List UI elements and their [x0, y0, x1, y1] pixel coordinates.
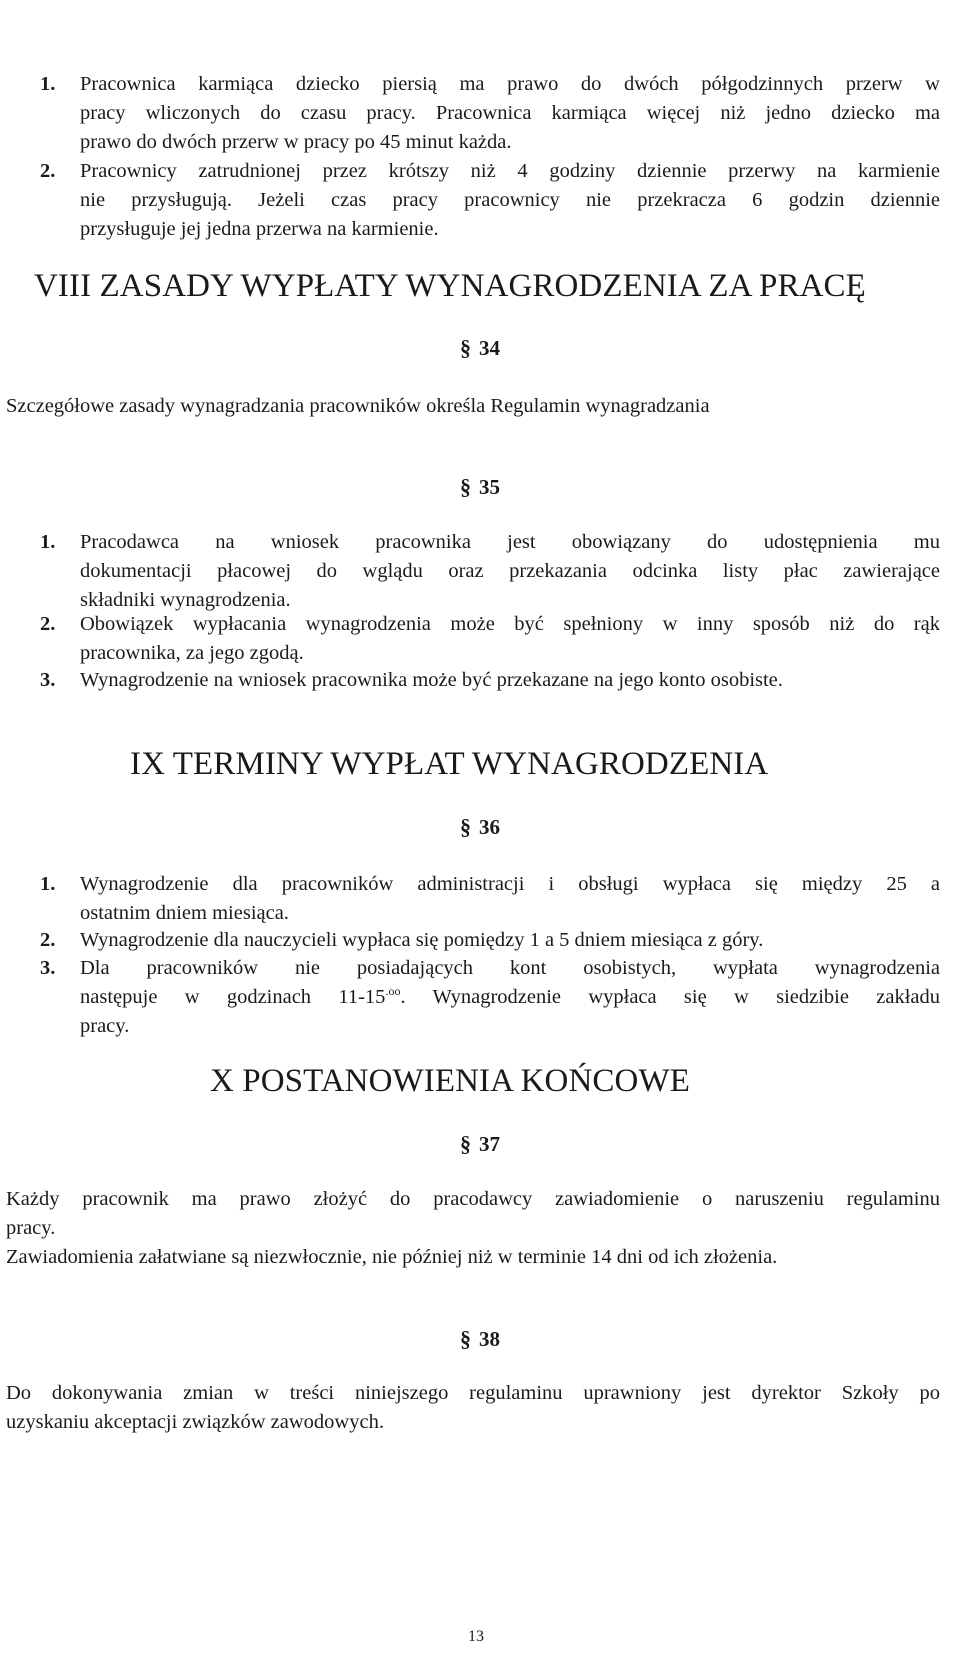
text-line: Pracodawca na wniosek pracownika jest obowiązany do udostępnienia mu	[80, 531, 940, 553]
text-line	[80, 983, 940, 1012]
text-line: pracy.	[6, 1217, 56, 1239]
section-symbol: §	[460, 335, 471, 360]
text-line: nie przysługują. Jeżeli czas pracy pracownicy nie przekracza 6 godzin dziennie	[80, 189, 940, 211]
list-item	[40, 666, 940, 695]
text-line: dokumentacji płacowej do wglądu oraz przekazania odcinka listy płac zawierające	[80, 560, 940, 582]
text-line: pracy wliczonych do czasu pracy. Pracownica karmiąca więcej niż jedno dziecko ma	[80, 102, 940, 124]
text-line: Wynagrodzenie dla pracowników administracji i obsługi wypłaca się między 25 a	[80, 873, 940, 895]
text-line: ostatnim dniem miesiąca.	[80, 902, 289, 924]
item-number: 2.	[40, 929, 56, 951]
section-heading: X POSTANOWIENIA KOŃCOWE	[210, 1063, 690, 1099]
text-line: Pracownica karmiąca dziecko piersią ma prawo do dwóch półgodzinnych przerw w	[80, 73, 940, 95]
text-line: składniki wynagrodzenia.	[80, 589, 291, 611]
section-symbol: §	[460, 1131, 471, 1156]
text-fragment: następuje w godzinach 11-15	[80, 986, 386, 1008]
text-fragment: . Wynagrodzenie wypłaca się w siedzibie zakładu	[400, 986, 940, 1008]
section-number: 37	[479, 1132, 500, 1156]
text-line: Każdy pracownik ma prawo złożyć do pracodawcy zawiadomienie o naruszeniu regulaminu	[6, 1188, 940, 1210]
text-line: Szczegółowe zasady wynagradzania pracowników określa Regulamin wynagradzania	[6, 395, 710, 417]
text-line: Wynagrodzenie na wniosek pracownika może być przekazane na jego konto osobiste.	[80, 669, 783, 691]
text-line: Zawiadomienia załatwiane są niezwłocznie, nie później niż w terminie 14 dni od ich złożenia.	[6, 1246, 778, 1268]
list-item	[40, 528, 940, 615]
item-number: 3.	[40, 669, 56, 691]
text-line: Pracownicy zatrudnionej przez krótszy niż 4 godziny dziennie przerwy na karmienie	[80, 160, 940, 182]
list-item	[40, 954, 940, 1041]
section-symbol: §	[460, 814, 471, 839]
section-number: 34	[479, 336, 500, 360]
section-symbol: §	[460, 1326, 471, 1351]
text-line: przysługuje jej jedna przerwa na karmienie.	[80, 218, 439, 240]
section-number: 35	[479, 475, 500, 499]
text-line: pracy.	[80, 1015, 130, 1037]
section-heading: IX TERMINY WYPŁAT WYNAGRODZENIA	[130, 746, 769, 782]
text-line: Obowiązek wypłacania wynagrodzenia może być spełniony w inny sposób niż do rąk	[80, 613, 940, 635]
text-line: Wynagrodzenie dla nauczycieli wypłaca się pomiędzy 1 a 5 dniem miesiąca z góry.	[80, 929, 764, 951]
paragraph-number	[460, 1326, 500, 1352]
text-line: Dla pracowników nie posiadających kont osobistych, wypłata wynagrodzenia	[80, 957, 940, 979]
item-number: 3.	[40, 957, 56, 979]
paragraph-number	[460, 335, 500, 361]
paragraph-text	[6, 1379, 940, 1437]
list-item	[40, 610, 940, 668]
text-line: prawo do dwóch przerw w pracy po 45 minut każda.	[80, 131, 512, 153]
section-number: 38	[479, 1327, 500, 1351]
list-item	[40, 870, 940, 928]
list-item	[40, 926, 940, 955]
text-line: Do dokonywania zmian w treści niniejszego regulaminu uprawniony jest dyrektor Szkoły po	[6, 1382, 940, 1404]
paragraph-text	[6, 392, 940, 421]
item-number: 1.	[40, 73, 56, 95]
section-number: 36	[479, 815, 500, 839]
paragraph-number	[460, 474, 500, 500]
section-heading: VIII ZASADY WYPŁATY WYNAGRODZENIA ZA PRACĘ	[34, 268, 866, 304]
list-item	[40, 157, 940, 244]
section-symbol: §	[460, 474, 471, 499]
item-number: 2.	[40, 160, 56, 182]
paragraph-number	[460, 1131, 500, 1157]
paragraph-number	[460, 814, 500, 840]
text-line: uzyskaniu akceptacji związków zawodowych.	[6, 1411, 384, 1433]
list-item	[40, 70, 940, 157]
superscript: .oo	[385, 984, 401, 998]
text-line: pracownika, za jego zgodą.	[80, 642, 304, 664]
item-number: 1.	[40, 873, 56, 895]
item-number: 2.	[40, 613, 56, 635]
item-number: 1.	[40, 531, 56, 553]
page-number: 13	[468, 1628, 484, 1645]
paragraph-text	[6, 1185, 940, 1272]
